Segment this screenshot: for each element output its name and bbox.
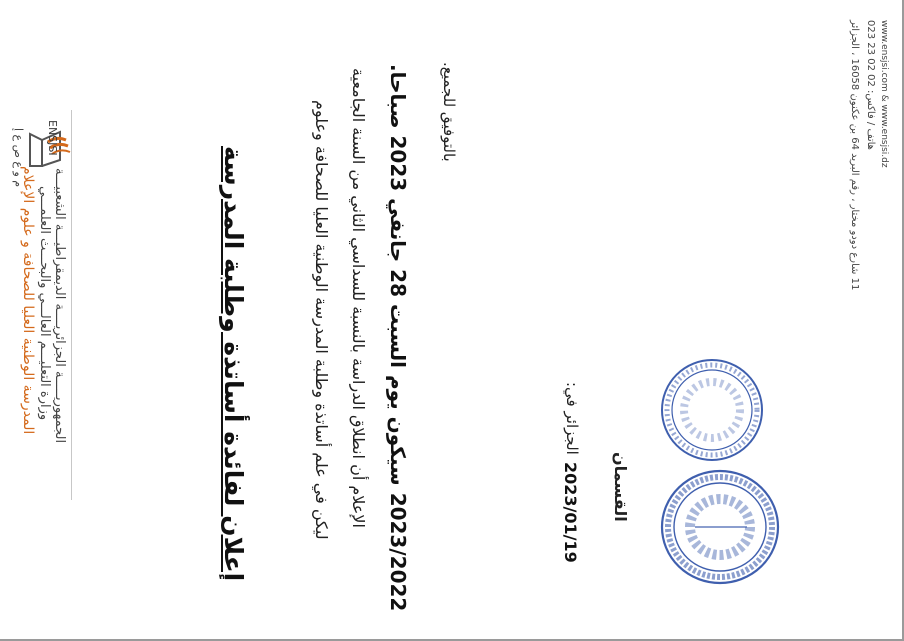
date-value: 2023/01/19 <box>561 462 580 563</box>
round-stamp-icon <box>657 355 767 465</box>
footer-address: 11 شارع دودو مختار ، رقم البريد 64 بن عكنون 16058 ، الجزائر <box>849 20 860 291</box>
logo-arabic-text: م و ع ص ع إ <box>12 128 25 188</box>
footer-website: www.ensjsi.com & www.ensjsi.dz <box>879 20 889 168</box>
body-line-3: 2023/2022 سيكون يوم السبت 28 جانفي 2023 صباحا. <box>386 64 410 612</box>
header-republic: الجمهوريـــــة الجزائريــــة الديمقراطيـــة الشعبيـــة <box>52 168 67 444</box>
header-school-name: المدرسة الوطنية العليا للصحافة و علوم الإعلام <box>20 166 36 435</box>
header-ministry: وزارة التعليـــم العالـــي والبحـــث العلمـــي <box>37 186 52 421</box>
logo-latin-text: ENSJSI <box>46 120 59 156</box>
official-stamp-icon <box>655 465 785 590</box>
body-line-1: ليكن في علم أساتذة وطلبة المدرسة الوطنية العليا للصحافة وعلوم <box>312 100 331 540</box>
signer-name: القسمان <box>611 452 630 522</box>
body-line-2: الإعلام أن انطلاق الدراسة بالنسبة للسداسي الثاني من السنة الجامعية <box>349 68 368 528</box>
body-closing: بالتوفيق للجميع. <box>440 62 458 162</box>
footer-phone: هاتف / فاكس: 02 02 23 023 <box>865 20 876 150</box>
announcement-title: إعلان لفائدة أساتذة وطلبة المدرسة <box>219 146 248 582</box>
place-label: الجزائر في: <box>563 382 581 455</box>
